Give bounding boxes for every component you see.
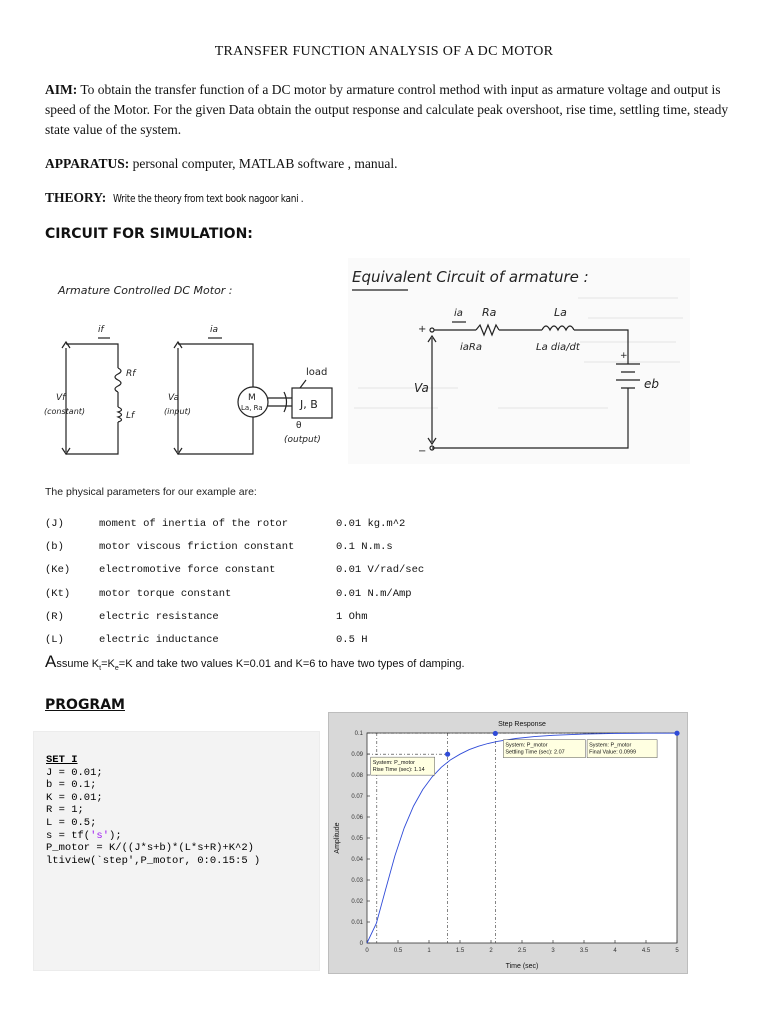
code-line-tf [46,830,307,843]
figure-title: Armature Controlled DC Motor : [58,284,233,297]
load-label: load [306,367,328,378]
table-row [45,582,424,605]
step-response-figure [328,712,688,974]
code-tf-post: ); [109,829,122,842]
annotation-marker [445,752,450,757]
assume-initial: A [45,652,57,671]
x-tick-label: 1.5 [455,948,465,954]
theory-paragraph [45,188,735,209]
assume-text-1: ssume K [56,658,100,670]
code-line: J = 0.01; [46,766,103,779]
params-caption: The physical parameters for our example are: [45,486,257,498]
field-voltage-label: Vf [56,393,66,403]
theory-text: Write the theory from text book nagoor kani . [113,192,304,205]
y-tick-label: 0.07 [351,794,363,800]
param-value: 0.1 N.m.s [336,540,393,553]
code-listing [33,731,320,971]
field-inductor-label: Lf [126,411,135,421]
code-string: 's' [90,829,110,842]
annotation-text: Final Value: 0.0999 [589,749,637,756]
x-tick-label: 4.5 [641,948,651,954]
armature-current-label: ia [210,325,219,335]
param-value: 0.01 kg.m^2 [336,517,406,530]
param-value: 0.01 N.m/Amp [336,587,412,600]
assume-text-3: =K and take two values K=0.01 and K=6 to have two types of damping. [118,658,465,670]
params-table [45,512,424,652]
x-tick-label: 5 [675,948,679,954]
param-description: electric resistance [99,610,219,623]
apparatus-paragraph [45,154,735,174]
table-row [45,628,424,651]
param-description: motor viscous friction constant [99,540,295,553]
field-current-label: if [98,325,104,335]
table-row [45,535,424,558]
x-tick-label: 0.5 [393,948,403,954]
load-box-label: J, B [300,398,318,411]
svg-text:+: + [620,351,628,361]
aim-text: To obtain the transfer function of a DC motor by armature control method with input as armature voltage and output is speed of the Motor. For the given Data obtain the output response and calculate peak overshoot, rise time, settling time, steady state value of the system. [45,82,729,137]
param-symbol: (b) [45,540,64,553]
code-line: P_motor = K/((J*s+b)*(L*s+R)+K^2) [46,842,254,855]
x-tick-label: 2.5 [517,948,527,954]
param-symbol: (Kt) [45,587,71,600]
param-description: moment of inertia of the rotor [99,517,289,530]
y-tick-label: 0 [359,941,363,947]
aim-label: AIM: [45,82,78,97]
theory-label: THEORY: [45,190,107,205]
x-tick-label: 1 [427,948,431,954]
motor-sub-label: La, Ra [241,404,263,412]
resistor-label: Ra [482,306,497,319]
y-tick-label: 0.06 [351,815,363,821]
x-tick-label: 4 [613,948,617,954]
figure-title: Equivalent Circuit of armature : [352,268,589,286]
equivalent-circuit-figure [348,258,690,464]
y-tick-label: 0.03 [351,878,363,884]
y-tick-label: 0.01 [351,920,363,926]
y-tick-label: 0.02 [351,899,363,905]
x-tick-label: 0 [365,948,369,954]
svg-text:−: − [418,446,427,457]
armature-voltage-label: Va [168,393,180,403]
step-response-chart [329,713,687,973]
annotation-text: System: P_motor [589,742,632,749]
param-symbol: (Ke) [45,564,71,577]
armature-motor-figure [38,262,348,462]
param-symbol: (J) [45,517,64,530]
annotation-text: Rise Time (sec): 1.14 [372,767,425,774]
code-line: K = 0.01; [46,791,103,804]
param-symbol: (R) [45,610,64,623]
code-line: b = 0.1; [46,779,97,792]
x-axis-label: Time (sec) [505,963,539,970]
chart-title: Step Response [498,721,546,728]
param-description: electric inductance [99,634,219,647]
y-tick-label: 0.04 [351,857,363,863]
annotation-text: System: P_motor [372,760,415,767]
inductor-label: La [554,306,567,319]
table-row [45,559,424,582]
annotation-marker [674,731,679,736]
y-axis-label: Amplitude [334,822,341,854]
code-tf-pre: s = tf( [46,829,91,842]
circuit-heading: CIRCUIT FOR SIMULATION: [45,226,253,242]
assume-statement [45,652,465,672]
param-value: 1 Ohm [336,610,368,623]
current-label: ia [454,308,463,319]
inductor-drop-label: La dia/dt [536,342,580,353]
y-tick-label: 0.09 [351,752,363,758]
document-title: TRANSFER FUNCTION ANALYSIS OF A DC MOTOR [214,44,554,59]
armature-voltage-note: (input) [164,407,191,416]
program-heading: PROGRAM [45,697,125,713]
x-tick-label: 3.5 [579,948,589,954]
motor-label: M [248,393,256,403]
field-resistor-label: Rf [126,369,136,379]
theta-label: θ [296,421,302,431]
param-value: 0.01 V/rad/sec [336,564,425,577]
table-row [45,605,424,628]
y-tick-label: 0.1 [354,731,363,737]
param-description: electromotive force constant [99,564,276,577]
x-tick-label: 2 [489,948,493,954]
resistor-drop-label: iaRa [460,342,482,353]
annotation-text: Settling Time (sec): 2.07 [505,749,565,756]
table-row [45,512,424,535]
back-emf-label: eb [644,377,659,391]
y-tick-label: 0.08 [351,773,363,779]
assume-sub-e: e [114,665,119,673]
param-value: 0.5 H [336,634,368,647]
apparatus-text: personal computer, MATLAB software , manual. [129,156,398,171]
param-description: motor torque constant [99,587,232,600]
code-line: L = 0.5; [46,816,97,829]
voltage-label: Va [414,381,429,395]
annotation-marker [493,731,498,736]
code-line: ltiview(`step',P_motor, 0:0.15:5 ) [46,854,261,867]
code-set-label: SET I [46,754,78,766]
aim-paragraph [45,80,735,140]
annotation-text: System: P_motor [505,742,548,749]
output-note: (output) [284,435,321,445]
x-tick-label: 3 [551,948,555,954]
assume-text-2: =K [101,658,115,670]
code-line: R = 1; [46,804,84,817]
field-voltage-note: (constant) [44,407,86,416]
svg-text:+: + [418,324,427,335]
param-symbol: (L) [45,634,64,647]
y-tick-label: 0.05 [351,836,363,842]
apparatus-label: APPARATUS: [45,156,130,171]
assume-sub-t: t [99,665,102,673]
